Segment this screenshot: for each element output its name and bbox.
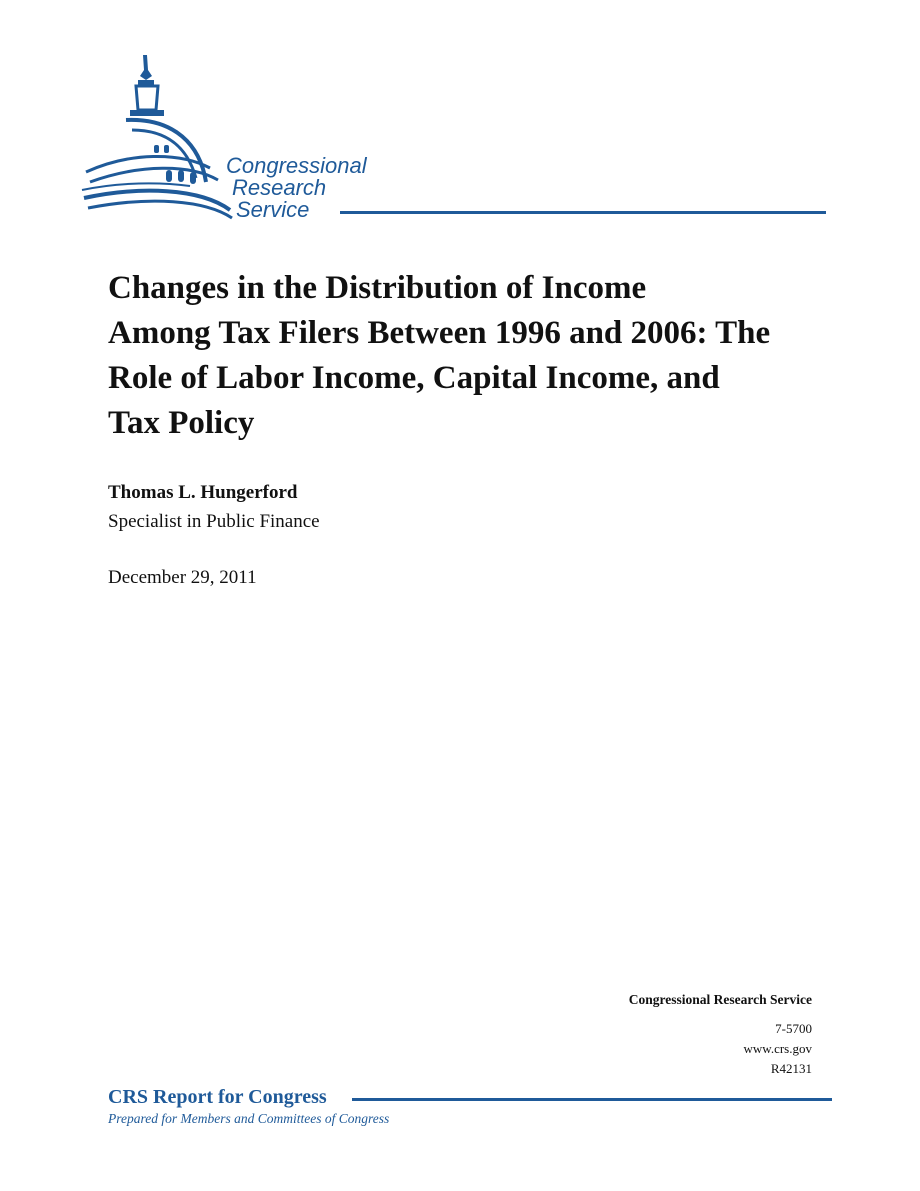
title-line: Tax Policy: [108, 405, 255, 441]
footer-rule-divider: [352, 1098, 832, 1101]
publisher-info: [629, 990, 812, 1079]
logo-line-research: Research: [232, 175, 327, 200]
report-number: R42131: [770, 1061, 812, 1076]
logo-line-congressional: Congressional: [226, 153, 367, 178]
publisher-org: Congressional Research Service: [628, 992, 812, 1007]
publisher-code: 7-5700: [775, 1021, 812, 1036]
footer-subtitle: Prepared for Members and Committees of Congress: [108, 1111, 390, 1126]
title-line: Among Tax Filers Between 1996 and 2006: The: [108, 315, 771, 351]
title-line: Role of Labor Income, Capital Income, and: [108, 360, 720, 396]
title-line: Changes in the Distribution of Income: [108, 270, 647, 306]
capitol-dome-logo-icon: [80, 50, 240, 225]
logo-rule-divider: [340, 211, 826, 214]
publisher-url: www.crs.gov: [743, 1041, 812, 1056]
logo-line-service: Service: [236, 197, 310, 222]
author-role: Specialist in Public Finance: [108, 511, 320, 532]
author-name: Thomas L. Hungerford: [108, 482, 298, 503]
report-title: [108, 266, 838, 446]
footer-title: CRS Report for Congress: [108, 1086, 327, 1108]
report-date: December 29, 2011: [108, 567, 257, 588]
